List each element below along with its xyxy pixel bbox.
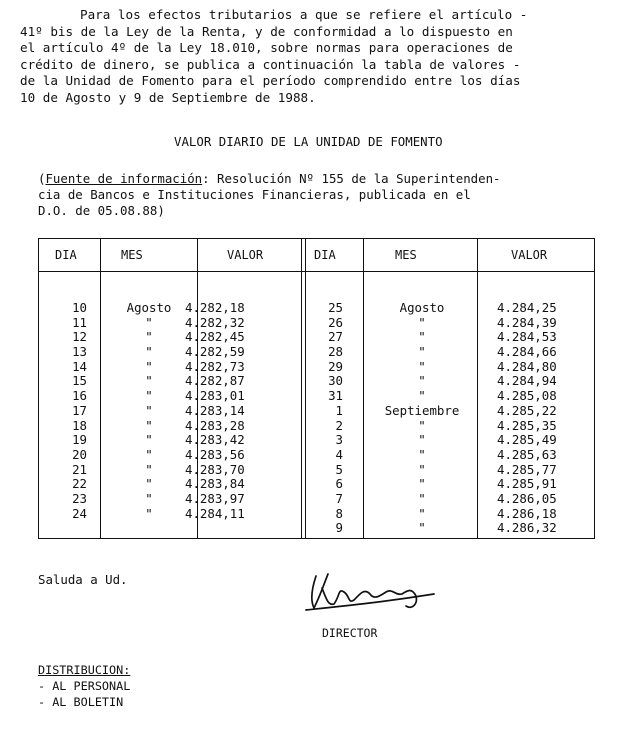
table-cell: 18	[72, 417, 87, 433]
table-cell: 19	[72, 432, 87, 448]
table-cell: 9	[335, 520, 343, 536]
table-cell: "	[418, 314, 426, 330]
table-cell: 3	[335, 432, 343, 448]
table-cell: "	[418, 505, 426, 521]
table-cell: 21	[72, 461, 87, 477]
table-cell: 28	[328, 344, 343, 360]
table-cell: 4.284,39	[497, 314, 557, 330]
table-cell: 11	[72, 314, 87, 330]
intro-paragraph	[20, 7, 616, 106]
table-cell: 14	[72, 358, 87, 374]
right-dia-column	[305, 301, 343, 536]
table-cell: Septiembre	[384, 402, 460, 418]
distribution-heading: DISTRIBUCION:	[38, 663, 131, 677]
table-cell: "	[145, 344, 153, 360]
table-cell: 4.286,05	[497, 490, 557, 506]
distribution-item: - AL PERSONAL	[38, 679, 131, 693]
table-cell: "	[145, 505, 153, 521]
table-cell: 4.285,49	[497, 432, 557, 448]
table-cell: 4.283,42	[185, 432, 245, 448]
source-note	[38, 171, 608, 219]
intro-line: 41º bis de la Ley de la Renta, y de conformidad a lo dispuesto en	[20, 23, 513, 39]
source-line-1-rest: : Resolución Nº 155 de la Superintenden-	[202, 171, 501, 186]
table-cell: 20	[72, 446, 87, 462]
table-cell: 29	[328, 358, 343, 374]
intro-line: crédito de dinero, se publica a continuación la tabla de valores -	[20, 56, 521, 72]
table-cell: "	[418, 417, 426, 433]
table-cell: 4.283,56	[185, 446, 245, 462]
table-cell: 5	[335, 461, 343, 477]
table-cell: 4.282,32	[185, 314, 245, 330]
signature-role: DIRECTOR	[322, 626, 378, 640]
table-cell: 4.283,14	[185, 402, 245, 418]
header-valor-left: VALOR	[227, 248, 264, 262]
table-cell: "	[418, 388, 426, 404]
table-cell: 4.284,66	[497, 344, 557, 360]
source-label: Fuente de información	[45, 171, 203, 186]
table-cell: "	[418, 432, 426, 448]
director-signature	[294, 566, 444, 616]
intro-line: Para los efectos tributarios a que se refiere el artículo -	[80, 7, 528, 22]
table-cell: 4.285,22	[497, 402, 557, 418]
table-cell: 8	[335, 505, 343, 521]
table-cell: 23	[72, 490, 87, 506]
table-cell: 10	[72, 300, 87, 315]
intro-line: el artículo 4º de la Ley 18.010, sobre normas para operaciones de	[20, 40, 513, 55]
table-cell: 4.284,25	[497, 300, 557, 315]
table-cell: 4.282,59	[185, 344, 245, 360]
table-cell: "	[145, 388, 153, 404]
table-cell: 4.285,77	[497, 461, 557, 477]
distribution-list	[38, 662, 130, 710]
table-cell: 26	[328, 314, 343, 330]
header-dia-right: DIA	[314, 248, 336, 262]
table-cell: "	[145, 476, 153, 492]
table-cell: 4.283,01	[185, 388, 245, 404]
table-cell: 4.283,28	[185, 417, 245, 433]
right-mes-column	[359, 301, 485, 536]
table-cell: "	[418, 329, 426, 345]
header-dia-left: DIA	[55, 248, 77, 262]
table-cell: "	[145, 417, 153, 433]
table-cell: 13	[72, 344, 87, 360]
left-dia-column	[49, 301, 87, 521]
table-cell: Agosto	[399, 300, 445, 315]
table-cell: "	[145, 446, 153, 462]
table-cell: "	[145, 432, 153, 448]
table-cell: "	[418, 461, 426, 477]
table-cell: 12	[72, 329, 87, 345]
table-cell: "	[418, 358, 426, 374]
table-cell: "	[145, 358, 153, 374]
table-cell: 25	[328, 300, 343, 315]
source-line-2: cia de Bancos e Instituciones Financieras, publicada en el	[38, 187, 471, 202]
table-cell: Agosto	[126, 300, 172, 315]
left-mes-column	[99, 301, 199, 521]
table-cell: 4.286,18	[497, 505, 557, 521]
table-cell: 4.285,08	[497, 388, 557, 404]
table-cell: 17	[72, 402, 87, 418]
table-cell: 16	[72, 388, 87, 404]
table-cell: 7	[335, 490, 343, 506]
header-valor-right: VALOR	[511, 248, 548, 262]
table-cell: 27	[328, 329, 343, 345]
table-cell: 4.283,70	[185, 461, 245, 477]
table-title: VALOR DIARIO DE LA UNIDAD DE FOMENTO	[174, 134, 443, 149]
intro-line: 10 de Agosto y 9 de Septiembre de 1988.	[20, 89, 316, 105]
table-cell: 4.282,45	[185, 329, 245, 345]
table-cell: 4.283,97	[185, 490, 245, 506]
closing-greeting: Saluda a Ud.	[38, 572, 128, 587]
right-valor-column	[497, 301, 557, 536]
table-cell: 4.285,35	[497, 417, 557, 433]
table-cell: "	[418, 490, 426, 506]
table-cell: 4.282,87	[185, 373, 245, 389]
table-cell: "	[145, 373, 153, 389]
source-line-3: D.O. de 05.08.88)	[38, 203, 165, 218]
table-cell: 6	[335, 476, 343, 492]
table-cell: 15	[72, 373, 87, 389]
table-cell: 4.284,53	[497, 329, 557, 345]
table-cell: 2	[335, 417, 343, 433]
table-cell: 4.284,80	[497, 358, 557, 374]
table-cell: "	[418, 520, 426, 536]
table-cell: "	[145, 329, 153, 345]
uf-value-table	[38, 238, 595, 539]
table-cell: 4.285,91	[497, 476, 557, 492]
table-cell: 22	[72, 476, 87, 492]
table-cell: 30	[328, 373, 343, 389]
table-cell: "	[418, 446, 426, 462]
table-cell: 4.282,73	[185, 358, 245, 374]
table-cell: 4.284,94	[497, 373, 557, 389]
table-cell: 1	[335, 402, 343, 418]
table-cell: 24	[72, 505, 87, 521]
distribution-item: - AL BOLETIN	[38, 695, 124, 709]
table-cell: 4.284,11	[185, 505, 245, 521]
table-cell: "	[145, 490, 153, 506]
table-cell: 4	[335, 446, 343, 462]
table-cell: "	[145, 461, 153, 477]
header-mes-left: MES	[121, 248, 143, 262]
header-divider	[39, 271, 594, 272]
header-mes-right: MES	[395, 248, 417, 262]
table-cell: 31	[328, 388, 343, 404]
source-line-1: (Fuente de información: Resolución Nº 155 de la Superintenden-	[38, 171, 501, 186]
table-cell: 4.282,18	[185, 300, 245, 315]
table-cell: "	[418, 344, 426, 360]
table-cell: "	[418, 373, 426, 389]
left-valor-column	[185, 301, 245, 521]
table-cell: 4.285,63	[497, 446, 557, 462]
table-cell: "	[145, 402, 153, 418]
intro-line: de la Unidad de Fomento para el período comprendido entre los días	[20, 73, 521, 88]
table-cell: 4.283,84	[185, 476, 245, 492]
table-cell: 4.286,32	[497, 520, 557, 536]
table-cell: "	[418, 476, 426, 492]
table-cell: "	[145, 314, 153, 330]
